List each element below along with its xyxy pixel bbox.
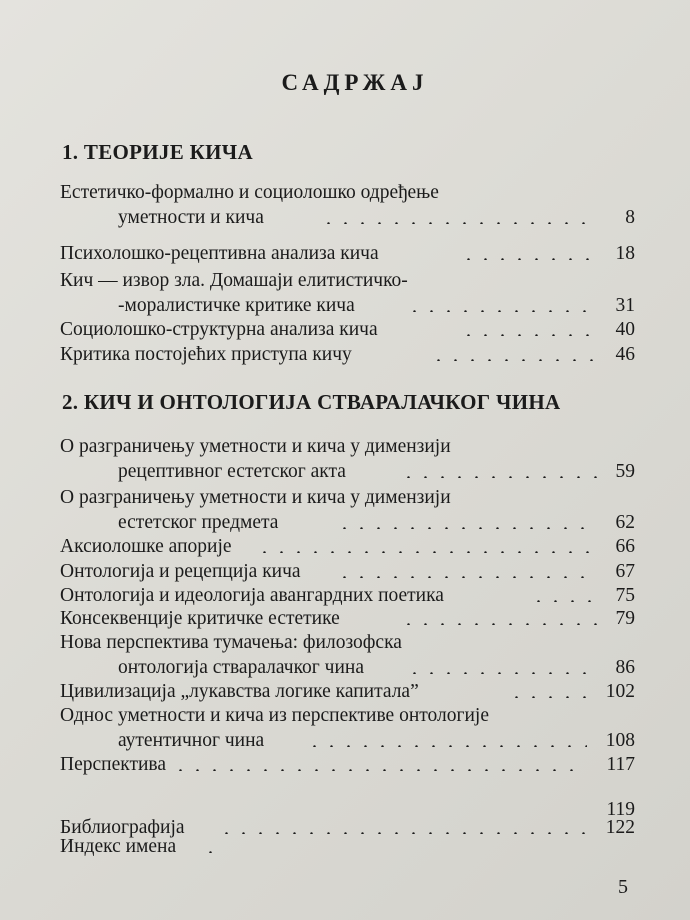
entry-text: Психолошко-рецептивна анализа кича (60, 243, 379, 264)
entry-text: Кич — извор зла. Домашаји елитистичко- (60, 270, 408, 291)
toc-entry (60, 268, 635, 318)
toc-entry (60, 534, 635, 559)
entry-text: Нова перспектива тумачења: филозофска (60, 632, 402, 653)
toc-entry (60, 752, 635, 777)
entry-text: Индекс имена (60, 836, 177, 857)
page-number: 122 (605, 817, 635, 838)
page-number: 119 (606, 799, 635, 820)
entry-text: онтологија стваралачког чина (118, 657, 365, 678)
toc-entry (60, 180, 635, 230)
entry-text: О разграничењу уметности и кича у димензији (60, 436, 451, 457)
entry-text: Перспектива (60, 754, 167, 775)
page-title: САДРЖАЈ (281, 70, 429, 95)
page-number: 117 (606, 754, 635, 775)
entry-text: Цивилизација „лукавства логике капитала” (60, 681, 419, 702)
page-number: 79 (615, 608, 635, 629)
entry-text: аутентичног чина (118, 730, 265, 751)
toc-entry (60, 342, 635, 367)
toc-entry (60, 703, 635, 753)
entry-text: уметности и кича (118, 207, 264, 228)
page-number: 40 (615, 319, 635, 340)
toc-entry (60, 630, 635, 680)
section-heading-1: 1. ТЕОРИЈЕ КИЧА (62, 140, 253, 164)
page-number: 67 (615, 561, 635, 582)
entry-text: естетског предмета (118, 512, 279, 533)
entry-text: Онтологија и рецепција кича (60, 561, 301, 582)
toc-entry (60, 434, 635, 484)
page-number: 75 (615, 585, 635, 606)
entry-text: Аксиолошке апорије (60, 536, 232, 557)
toc-entry (60, 317, 635, 342)
section-heading-2: 2. КИЧ И ОНТОЛОГИЈА СТВАРАЛАЧКОГ ЧИНА (62, 390, 561, 414)
page-number: 59 (615, 461, 635, 482)
page-number: 18 (615, 243, 635, 264)
page-number: 8 (625, 207, 635, 228)
toc-entry (60, 241, 635, 266)
page-number: 31 (615, 295, 635, 316)
toc-entry (60, 834, 635, 859)
page-number: 66 (615, 536, 635, 557)
entry-text: рецептивног естетског акта (118, 461, 346, 482)
page-number: 102 (605, 681, 635, 702)
entry-text: О разграничењу уметности и кича у димензији (60, 487, 451, 508)
page-number: 86 (615, 657, 635, 678)
page-number: 62 (615, 512, 635, 533)
entry-text: Критика постојећих приступа кичу (60, 344, 352, 365)
entry-text: Онтологија и идеологија авангардних поетика (60, 585, 444, 606)
page-number: 46 (615, 344, 635, 365)
entry-text: Естетичко-формално и социолошко одређење (60, 182, 439, 203)
entry-text: Социолошко-структурна анализа кича (60, 319, 378, 340)
entry-text: Библиографија (60, 817, 185, 838)
page-folio-number: 5 (618, 876, 628, 898)
entry-text: Однос уметности и кича из перспективе онтологије (60, 705, 489, 726)
toc-entry (60, 679, 635, 704)
toc-entry (60, 485, 635, 535)
toc-entry (60, 559, 635, 584)
toc-entry (60, 583, 635, 608)
page-number: 108 (605, 730, 635, 751)
entry-text: -моралистичке критике кича (118, 295, 355, 316)
toc-entry (60, 606, 635, 631)
entry-text: Консеквенције критичке естетике (60, 608, 340, 629)
